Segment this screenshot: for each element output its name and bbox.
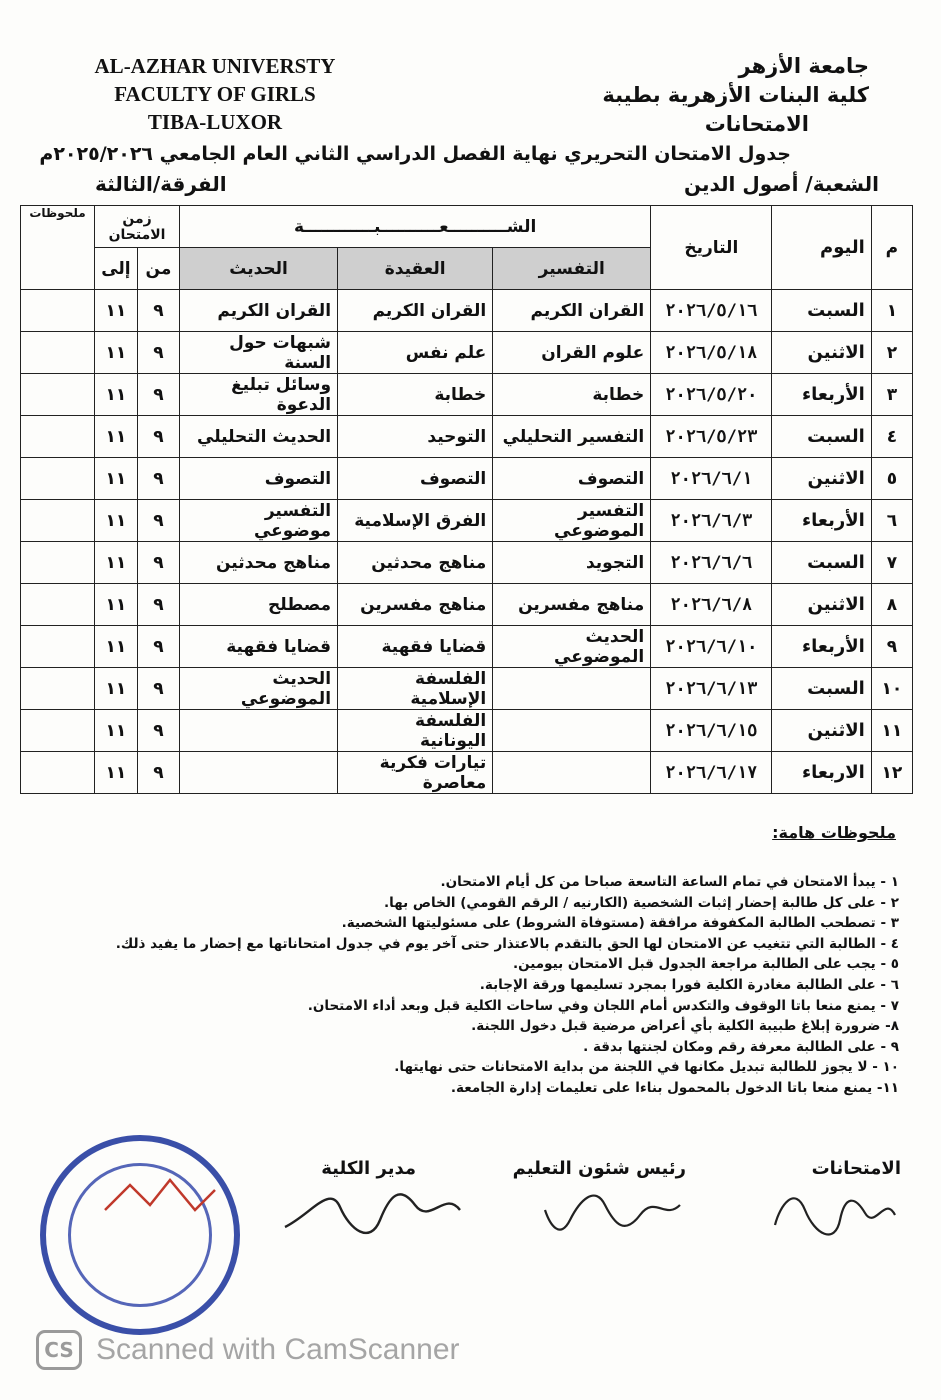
row-notes	[21, 752, 95, 794]
arabic-header-line: الامتحانات	[704, 112, 809, 136]
row-date: ٢٠٢٦/٥/١٦	[651, 290, 772, 332]
row-tafsir: القران الكريم	[493, 290, 651, 332]
row-date: ٢٠٢٦/٦/١٥	[651, 710, 772, 752]
row-tafsir: علوم القران	[493, 332, 651, 374]
header-hadith: الحديث	[180, 248, 338, 290]
table-row	[21, 584, 913, 626]
note-item: ١٠ - لا يجوز للطالبة تبديل مكانها في اللجنة من بداية الامتحانات حتى نهايتها.	[394, 1059, 899, 1076]
row-date: ٢٠٢٦/٦/٨	[651, 584, 772, 626]
row-notes	[21, 542, 95, 584]
row-day: السبت	[772, 290, 871, 332]
row-notes	[21, 710, 95, 752]
row-hadith: مناهج محدثين	[180, 542, 338, 584]
note-item: ١ - يبدأ الامتحان في تمام الساعة التاسعة صباحا من كل أيام الامتحان.	[440, 874, 899, 890]
table-row	[21, 290, 913, 332]
red-stamp-mark	[100, 1170, 220, 1240]
row-index: ٣	[871, 374, 912, 416]
row-to: ١١	[95, 584, 138, 626]
signature-exams-title: الامتحانات	[811, 1158, 901, 1179]
row-notes	[21, 626, 95, 668]
note-item: ٧ - يمنع منعا باتا الوقوف والتكدس أمام اللجان وفي ساحات الكلية قبل وبعد أداء الامتحان.	[307, 997, 899, 1014]
english-header-line: TIBA-LUXOR	[147, 110, 283, 134]
row-hadith: القران الكريم	[180, 290, 338, 332]
row-tafsir: التفسير الموضوعي	[493, 500, 651, 542]
table-row	[21, 542, 913, 584]
row-date: ٢٠٢٦/٦/١	[651, 458, 772, 500]
row-aqeeda: الفلسفة الإسلامية	[338, 668, 493, 710]
table-row	[21, 500, 913, 542]
row-notes	[21, 668, 95, 710]
row-from: ٩	[137, 584, 179, 626]
row-day: الأربعاء	[772, 626, 871, 668]
row-aqeeda: علم نفس	[338, 332, 493, 374]
row-index: ٩	[871, 626, 912, 668]
row-aqeeda: القران الكريم	[338, 290, 493, 332]
row-from: ٩	[137, 290, 179, 332]
note-item: ٥ - يجب على الطالبة مراجعة الجدول قبل الامتحان بيومين.	[512, 956, 899, 973]
row-aqeeda: مناهج محدثين	[338, 542, 493, 584]
row-to: ١١	[95, 332, 138, 374]
row-aqeeda: التوحيد	[338, 416, 493, 458]
scanner-text: Scanned with CamScanner	[96, 1333, 460, 1366]
row-date: ٢٠٢٦/٦/٦	[651, 542, 772, 584]
signature-education	[540, 1185, 690, 1235]
row-aqeeda: قضايا فقهية	[338, 626, 493, 668]
row-date: ٢٠٢٦/٦/١٣	[651, 668, 772, 710]
table-row	[21, 668, 913, 710]
header-index: م	[871, 206, 912, 290]
table-row	[21, 752, 913, 794]
row-date: ٢٠٢٦/٦/١٧	[651, 752, 772, 794]
table-row	[21, 374, 913, 416]
row-tafsir	[493, 668, 651, 710]
note-item: ٢ - على كل طالبة إحضار إثبات الشخصية (الكارنيه / الرقم القومي) الخاص بها.	[384, 894, 899, 911]
row-to: ١١	[95, 668, 138, 710]
row-hadith	[180, 710, 338, 752]
english-header	[50, 52, 380, 136]
header-notes: ملحوظات	[21, 206, 95, 290]
header-section: الشــــــــــعــــــــــبــــــــــــة	[180, 206, 651, 248]
table-row	[21, 416, 913, 458]
exam-schedule-table	[20, 205, 913, 794]
signature-director	[280, 1185, 470, 1235]
header-time: زمن الامتحان	[95, 206, 180, 248]
note-item: ٦ - على الطالبة مغادرة الكلية فورا بمجرد تسليمها ورقة الإجابة.	[479, 976, 899, 993]
row-to: ١١	[95, 542, 138, 584]
row-day: الاربعاء	[772, 752, 871, 794]
row-day: الاثنين	[772, 584, 871, 626]
row-from: ٩	[137, 542, 179, 584]
row-index: ٤	[871, 416, 912, 458]
row-index: ٥	[871, 458, 912, 500]
row-tafsir: مناهج مفسرين	[493, 584, 651, 626]
notes-title: ملحوظات هامة:	[772, 823, 896, 842]
row-notes	[21, 374, 95, 416]
row-from: ٩	[137, 374, 179, 416]
note-item: ٩ - على الطالبة معرفة رقم ومكان لجنتها بدقة .	[583, 1038, 899, 1055]
row-aqeeda: تيارات فكرية معاصرة	[338, 752, 493, 794]
row-day: الاثنين	[772, 332, 871, 374]
row-from: ٩	[137, 500, 179, 542]
table-row	[21, 332, 913, 374]
row-hadith: التصوف	[180, 458, 338, 500]
row-hadith: قضايا فقهية	[180, 626, 338, 668]
row-aqeeda: التصوف	[338, 458, 493, 500]
row-date: ٢٠٢٦/٥/١٨	[651, 332, 772, 374]
row-to: ١١	[95, 416, 138, 458]
row-date: ٢٠٢٦/٥/٢٠	[651, 374, 772, 416]
row-notes	[21, 332, 95, 374]
row-notes	[21, 500, 95, 542]
row-day: الاثنين	[772, 710, 871, 752]
row-tafsir: خطابة	[493, 374, 651, 416]
row-hadith: التفسير موضوعي	[180, 500, 338, 542]
schedule-title: جدول الامتحان التحريري نهاية الفصل الدراسي الثاني العام الجامعي ٢٠٢٥/٢٠٢٦م	[39, 143, 791, 165]
row-aqeeda: الفرق الإسلامية	[338, 500, 493, 542]
note-item: ٨- ضرورة إبلاغ طبيبة الكلية بأي أعراض مرضية قبل دخول اللجنة.	[471, 1018, 899, 1035]
notes-list	[99, 872, 899, 1099]
row-notes	[21, 584, 95, 626]
row-date: ٢٠٢٦/٥/٢٣	[651, 416, 772, 458]
row-tafsir	[493, 752, 651, 794]
arabic-header	[602, 52, 869, 139]
row-index: ١٠	[871, 668, 912, 710]
header-date: التاريخ	[651, 206, 772, 290]
arabic-header-line: جامعة الأزهر	[738, 54, 869, 78]
table-row	[21, 626, 913, 668]
arabic-header-line: كلية البنات الأزهرية بطيبة	[602, 83, 869, 107]
note-item: ٤ - الطالبة التي تتغيب عن الامتحان لها الحق بالتقدم بالاعتذار حتى آخر يوم في جدول امتحاناتها مع إحضار ما يفيد ذلك.	[115, 935, 899, 952]
row-to: ١١	[95, 710, 138, 752]
row-day: الاثنين	[772, 458, 871, 500]
row-aqeeda: خطابة	[338, 374, 493, 416]
row-from: ٩	[137, 416, 179, 458]
row-day: الأربعاء	[772, 374, 871, 416]
note-item: ٣ - تصطحب الطالبة المكفوفة مرافقة (مستوفاة الشروط) على مسئوليتها الشخصية.	[341, 915, 899, 932]
row-hadith: مصطلح	[180, 584, 338, 626]
row-index: ٢	[871, 332, 912, 374]
row-to: ١١	[95, 458, 138, 500]
row-day: السبت	[772, 416, 871, 458]
row-to: ١١	[95, 626, 138, 668]
row-tafsir: الحديث الموضوعي	[493, 626, 651, 668]
row-from: ٩	[137, 626, 179, 668]
header-to: إلى	[95, 248, 138, 290]
row-hadith: الحديث التحليلي	[180, 416, 338, 458]
header-aqeeda: العقيدة	[338, 248, 493, 290]
english-header-line: FACULTY OF GIRLS	[114, 82, 316, 106]
table-row	[21, 458, 913, 500]
row-from: ٩	[137, 668, 179, 710]
header-day: اليوم	[772, 206, 871, 290]
scanner-watermark	[36, 1330, 460, 1370]
row-hadith: الحديث الموضوعي	[180, 668, 338, 710]
row-tafsir: التصوف	[493, 458, 651, 500]
note-item: ١١- يمنع منعا باتا الدخول بالمحمول بناءا على تعليمات إدارة الجامعة.	[450, 1079, 899, 1096]
row-index: ٧	[871, 542, 912, 584]
row-notes	[21, 290, 95, 332]
row-tafsir	[493, 710, 651, 752]
row-from: ٩	[137, 752, 179, 794]
row-hadith: وسائل تبليغ الدعوة	[180, 374, 338, 416]
row-hadith: شبهات حول السنة	[180, 332, 338, 374]
row-from: ٩	[137, 458, 179, 500]
row-day: الأربعاء	[772, 500, 871, 542]
row-to: ١١	[95, 290, 138, 332]
row-tafsir: التفسير التحليلي	[493, 416, 651, 458]
branch-label: الشعبة/ أصول الدين	[683, 172, 879, 196]
row-notes	[21, 458, 95, 500]
row-notes	[21, 416, 95, 458]
header-tafsir: التفسير	[493, 248, 651, 290]
row-index: ١	[871, 290, 912, 332]
english-header-line: AL-AZHAR UNIVERSTY	[94, 54, 336, 78]
row-aqeeda: مناهج مفسرين	[338, 584, 493, 626]
header-from: من	[137, 248, 179, 290]
row-index: ٨	[871, 584, 912, 626]
row-to: ١١	[95, 500, 138, 542]
row-to: ١١	[95, 752, 138, 794]
table-row	[21, 710, 913, 752]
signature-exams	[765, 1185, 905, 1240]
signature-director-title: مدير الكلية	[321, 1158, 416, 1179]
row-index: ١١	[871, 710, 912, 752]
level-label: الفرقة/الثالثة	[95, 172, 227, 196]
row-index: ٦	[871, 500, 912, 542]
row-day: السبت	[772, 542, 871, 584]
row-to: ١١	[95, 374, 138, 416]
row-day: السبت	[772, 668, 871, 710]
row-index: ١٢	[871, 752, 912, 794]
row-tafsir: التجويد	[493, 542, 651, 584]
row-from: ٩	[137, 710, 179, 752]
row-date: ٢٠٢٦/٦/١٠	[651, 626, 772, 668]
row-date: ٢٠٢٦/٦/٣	[651, 500, 772, 542]
signature-education-title: رئيس شئون التعليم	[512, 1158, 686, 1179]
row-from: ٩	[137, 332, 179, 374]
camscanner-logo-icon: CS	[36, 1330, 82, 1370]
row-hadith	[180, 752, 338, 794]
row-aqeeda: الفلسفة اليونانية	[338, 710, 493, 752]
